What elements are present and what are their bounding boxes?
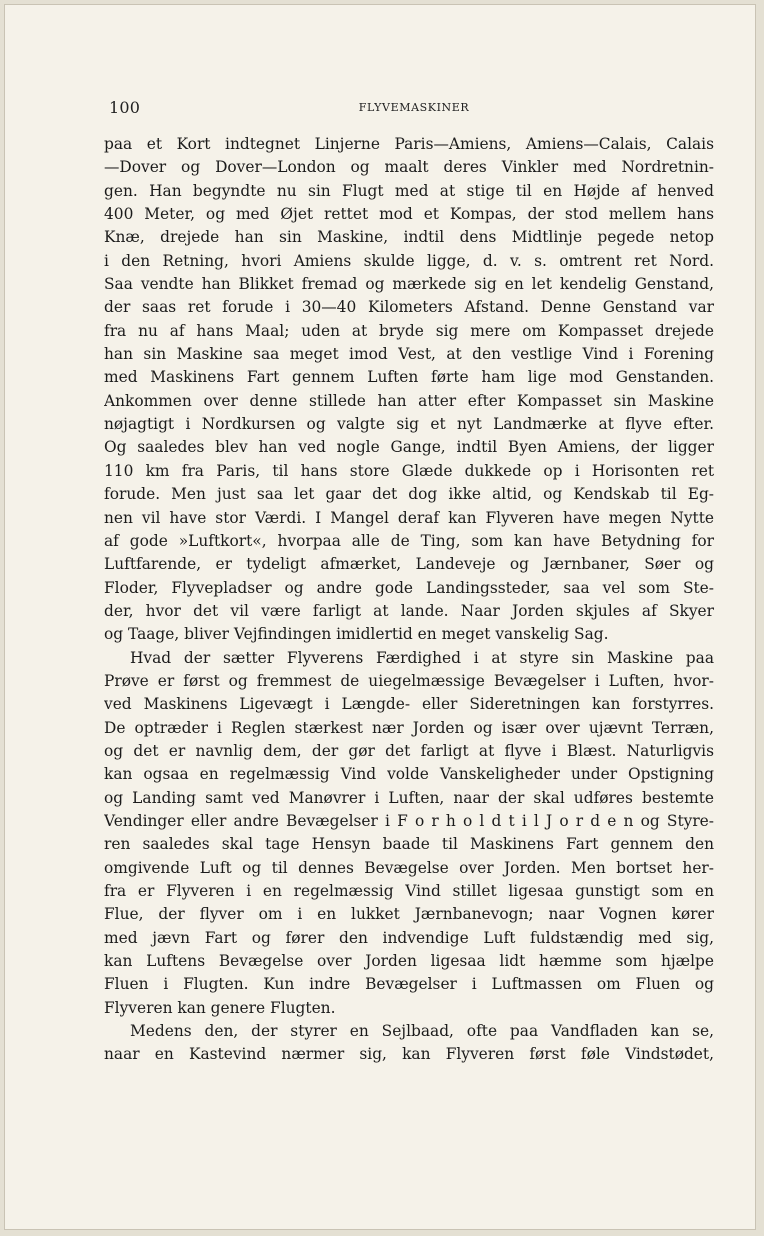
text-line: Medens den, der styrer en Sejlbaad, ofte paa Vandfladen kan se, xyxy=(130,1022,714,1041)
text-line: Hvad der sætter Flyverens Færdighed i at styre sin Maskine paa xyxy=(130,648,714,667)
body-text xyxy=(104,133,714,1067)
text-line: Ankommen over denne stillede han atter efter Kompasset sin Maskine xyxy=(104,391,714,410)
text-line: Luftfarende, er tydeligt afmærket, Landeveje og Jærnbaner, Søer og xyxy=(104,555,714,574)
text-line: og Taage, bliver Vejfindingen imidlertid en meget vanskelig Sag. xyxy=(104,625,609,644)
text-line: kan ogsaa en regelmæssig Vind volde Vanskeligheder under Opstigning xyxy=(104,765,714,784)
text-line: og Landing samt ved Manøvrer i Luften, naar der skal udføres bestemte xyxy=(104,788,714,807)
text-line: af gode »Luftkort«, hvorpaa alle de Ting, som kan have Betydning for xyxy=(104,531,714,550)
text-line: Saa vendte han Blikket fremad og mærkede sig en let kendelig Genstand, xyxy=(104,275,714,294)
text-line: han sin Maskine saa meget imod Vest, at den vestlige Vind i Forening xyxy=(104,345,714,364)
page-header xyxy=(109,98,719,120)
text-line: Fluen i Flugten. Kun indre Bevægelser i Luftmassen om Fluen og xyxy=(104,975,714,994)
text-line: Flue, der flyver om i en lukket Jærnbanevogn; naar Vognen kører xyxy=(104,905,714,924)
text-line: paa et Kort indtegnet Linjerne Paris—Amiens, Amiens—Calais, Calais xyxy=(104,135,714,153)
text-line: nen vil have stor Værdi. I Mangel deraf kan Flyveren have megen Nytte xyxy=(104,508,714,527)
text-line: Og saaledes blev han ved nogle Gange, indtil Byen Amiens, der ligger xyxy=(104,438,714,457)
text-line: der saas ret forude i 30—40 Kilometers Afstand. Denne Genstand var xyxy=(104,298,714,317)
text-line: 110 km fra Paris, til hans store Glæde dukkede op i Horisonten ret xyxy=(104,461,714,480)
text-line: nøjagtigt i Nordkursen og valgte sig et nyt Landmærke at flyve efter. xyxy=(104,415,714,434)
text-line: Prøve er først og fremmest de uiegelmæssige Bevægelser i Luften, hvor- xyxy=(104,671,714,690)
text-line: og det er navnlig dem, der gør det farligt at flyve i Blæst. Naturligvis xyxy=(104,741,714,760)
text-line: naar en Kastevind nærmer sig, kan Flyveren først føle Vindstødet, xyxy=(104,1045,714,1064)
text-line: med Maskinens Fart gennem Luften førte ham lige mod Genstanden. xyxy=(104,368,714,387)
running-head: FLYVEMASKINER xyxy=(358,101,470,114)
text-line: ren saaledes skal tage Hensyn baade til Maskinens Fart gennem den xyxy=(104,835,714,854)
text-line: omgivende Luft og til dennes Bevægelse over Jorden. Men bortset her- xyxy=(104,858,714,877)
text-line: De optræder i Reglen stærkest nær Jorden og især over ujævnt Terræn, xyxy=(104,718,714,737)
text-line: 400 Meter, og med Øjet rettet mod et Kompas, der stod mellem hans xyxy=(104,205,714,224)
text-line: —Dover og Dover—London og maalt deres Vinkler med Nordretnin- xyxy=(104,158,714,177)
text-line: Flyveren kan genere Flugten. xyxy=(104,998,336,1017)
text-line: Floder, Flyvepladser og andre gode Landingssteder, saa vel som Ste- xyxy=(104,578,714,597)
text-line: Knæ, drejede han sin Maskine, indtil dens Midtlinje pegede netop xyxy=(104,228,714,247)
text-line: kan Luftens Bevægelse over Jorden ligesaa lidt hæmme som hjælpe xyxy=(104,952,714,971)
text-line: med jævn Fart og fører den indvendige Luft fuldstændig med sig, xyxy=(104,928,714,947)
text-line: Vendinger eller andre Bevægelser i F o r h o l d t i l J o r d e n og Styre- xyxy=(104,811,714,830)
text-line: fra nu af hans Maal; uden at bryde sig mere om Kompasset drejede xyxy=(104,321,714,340)
text-line: i den Retning, hvori Amiens skulde ligge, d. v. s. omtrent ret Nord. xyxy=(104,251,714,270)
text-line: forude. Men just saa let gaar det dog ikke altid, og Kendskab til Eg- xyxy=(104,485,714,504)
text-line: ved Maskinens Ligevægt i Længde- eller Sideretningen kan forstyrres. xyxy=(104,695,714,714)
page-number: 100 xyxy=(109,98,141,117)
text-line: der, hvor det vil være farligt at lande. Naar Jorden skjules af Skyer xyxy=(104,601,714,620)
text-line: gen. Han begyndte nu sin Flugt med at stige til en Højde af henved xyxy=(104,181,714,200)
text-line: fra er Flyveren i en regelmæssig Vind stillet ligesaa gunstigt som en xyxy=(104,882,714,900)
